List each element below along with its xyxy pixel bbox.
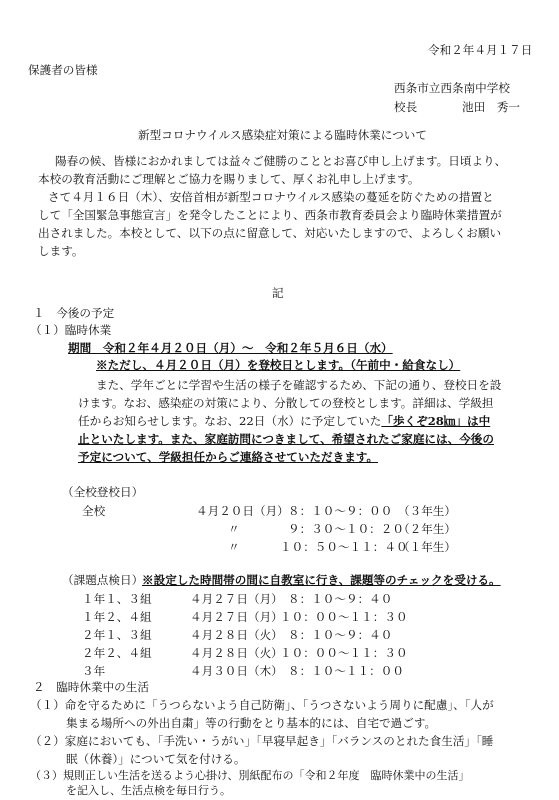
check-time: １０：００～１１：３０ [280, 610, 408, 624]
check-time: ８：１０～９：４０ [288, 628, 393, 642]
check-time: ８：１０～１１：００ [288, 664, 404, 678]
attendance-grade: （１年生） [398, 540, 456, 554]
check-date: ４月３０日（木） [190, 664, 283, 678]
school-name: 西条市立西条南中学校 [394, 81, 510, 95]
attendance-note: ※ただし、４月２０日（月）を登校日とします。（午前中・給食なし） [96, 358, 461, 372]
check-note: ※設定した時間帯の間に自教室に行き、課題等のチェックを受ける。 [142, 573, 501, 587]
section1-heading: １ 今後の予定 [33, 306, 115, 320]
check-date: ４月２８日（火） [190, 628, 283, 642]
attendance-date: ４月２０日（月） [196, 504, 289, 518]
s1-body-line1: また、学年ごとに学習や生活の様子を確認するため、下記の通り、登校日を設 [96, 378, 502, 392]
s2-item3-line1: （３）規則正しい生活を送るよう心掛け、別紙配布の「令和２年度 臨時休業中の生活」 [30, 768, 470, 782]
s1-body-line4: 止といたします。また、家庭訪問につきまして、希望されたご家庭には、今後の [78, 432, 494, 446]
check-who: ２年１、３組 [82, 628, 152, 642]
check-who: １年２、４組 [82, 610, 152, 624]
intro-p2-line1: さて４月１６日（木）、安倍首相が新型コロナウイルス感染の蔓延を防ぐための措置と [48, 190, 494, 204]
s2-item2-line2: 眠（休養）」について気を付ける。 [66, 751, 246, 766]
intro-p2-line3: 出されました。本校として、以下の点に留意して、対応いたしますので、よろしくお願い [38, 226, 502, 240]
check-who: ２年２、４組 [82, 646, 152, 660]
check-date: ４月２８日（火） [190, 646, 283, 660]
check-who: ３年 [82, 664, 106, 678]
closure-period: 期間 令和２年４月２０日（月）～ 令和２年５月６日（水） [68, 341, 393, 355]
attendance-grade: （２年生） [398, 522, 456, 536]
s2-item2-line1: （２）家庭においても、「手洗い・うがい」「早寝早起き」「バランスのとれた食生活」「睡 [30, 733, 494, 748]
check-heading: （課題点検日） [62, 573, 144, 587]
check-time: １０：００～１１：３０ [280, 646, 408, 660]
attendance-time: ９：３０～１０：２０ [288, 522, 404, 536]
intro-p2-line2: して「全国緊急事態宣言」を発令したことにより、西条市教育委員会より臨時休業措置が [38, 208, 502, 222]
attendance-time: ８：１０～９：００ [288, 504, 393, 518]
section2-heading: ２ 臨時休業中の生活 [33, 679, 149, 694]
attendance-time: １０：５０～１１：４０ [280, 540, 408, 554]
intro-p1-line1: 陽春の候、皆様におかれましては益々ご健勝のこととお喜び申し上げます。日頃より、 [55, 154, 507, 168]
check-time: ８：１０～９：４０ [288, 592, 393, 606]
check-date: ４月２７日（月） [190, 592, 283, 606]
walk-event-cancelled: 「歩くぞ28㎞」は中 [381, 414, 491, 428]
addressee: 保護者の皆様 [28, 63, 98, 77]
s2-item3-line2: を記入し、生活点検を毎日行う。 [66, 783, 231, 797]
attendance-heading: （全校登校日） [62, 485, 144, 499]
check-date: ４月２７日（月） [190, 610, 283, 624]
s1-body-line2: けます。なお、感染症の対策により、分散しての登校とします。詳細は、学級担 [78, 396, 494, 410]
document-date: 令和２年４月１７日 [428, 43, 533, 57]
s1-body-line3 [78, 413, 490, 431]
s1-body-line3-text: 任からお知らせします。なお、22日（水）に予定していた [78, 414, 382, 428]
attendance-date: 〃 [228, 540, 240, 554]
ki-label: 記 [272, 286, 284, 300]
attendance-grade: （３年生） [398, 504, 456, 518]
s2-item1-line1: （１）命を守るために「うつらないよう自己防衛」、「うつさないよう周りに配慮」、「人が [30, 697, 494, 712]
s2-item1-line2: 集まる場所への外出自粛」等の行動をとり基本的には、自宅で過ごす。 [66, 715, 437, 730]
attendance-who: 全校 [82, 504, 106, 518]
section1-sub1: （１）臨時休業 [30, 323, 112, 337]
intro-p2-line4: します。 [38, 244, 84, 258]
attendance-date: 〃 [228, 522, 240, 536]
document-title: 新型コロナウイルス感染症対策による臨時休業について [138, 128, 427, 142]
intro-p1-line2: 本校の教育活動にご理解とご協力を賜りまして、厚くお礼申し上げます。 [38, 172, 420, 186]
s1-body-line5: 予定について、学級担任からご連絡させていただきます。 [78, 450, 379, 464]
principal-title: 校長 [394, 100, 418, 114]
check-who: １年１、３組 [82, 592, 152, 606]
principal-name: 池田 秀一 [462, 100, 520, 114]
